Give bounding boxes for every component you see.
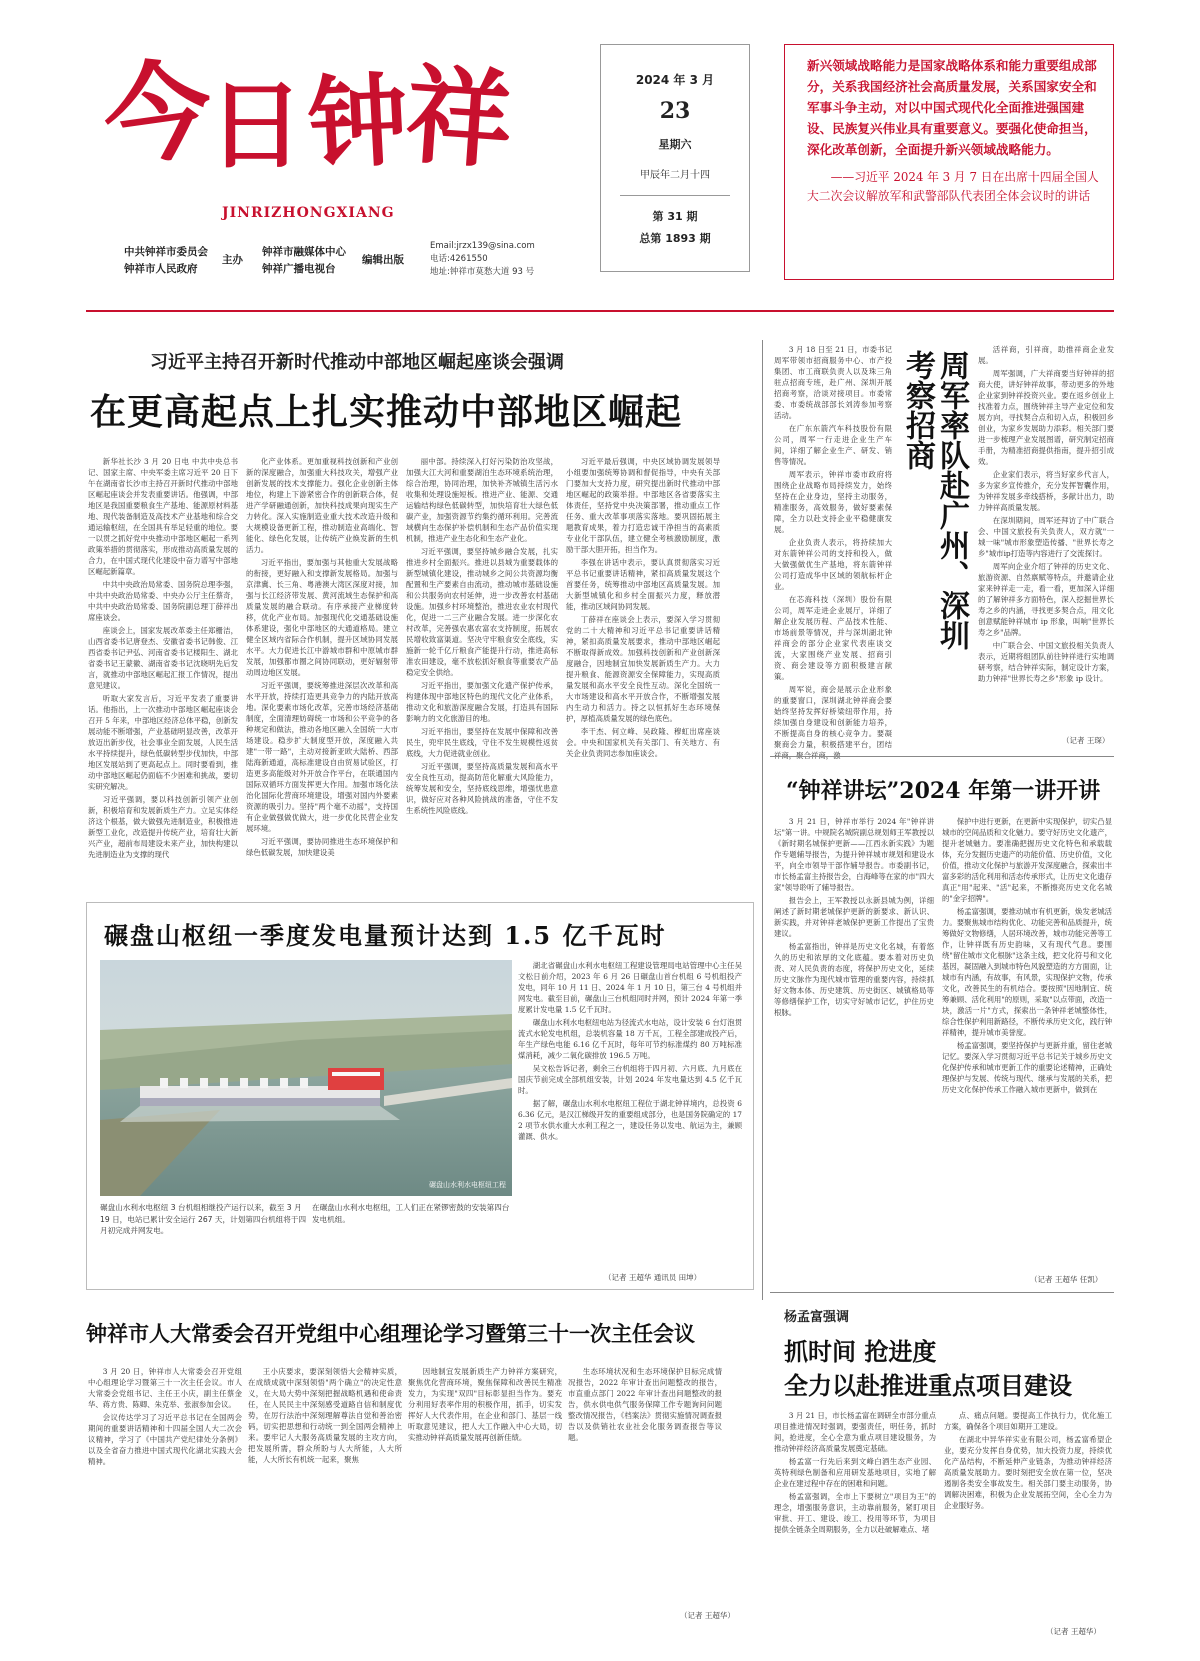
paragraph: 活祥商，引祥商，助推祥商企业发展。: [978, 345, 1114, 365]
power-title: 碾盘山枢纽一季度发电量预计达到 1.5 亿千瓦时: [104, 921, 667, 950]
publisher-org-1: 钟祥市融媒体中心: [262, 246, 346, 258]
paragraph: 习近平强调，要坚持城乡融合发展，扎实推进乡村全面振兴。推进以县城为重要载体的新型城镇化建设，推动城乡之间公共资源均衡配置和生产要素自由流动，推动城市基础设施和公共服务向农村延伸，进一步改善农村基础设施。加强乡村环境整治，推进农业农村现代化，促进一二三产业融合发展。进一步深化农村改革，完善强农惠农富农支持制度，拓展农民增收致富渠道。坚决守牢粮食安全底线，实施新一轮千亿斤粮食产能提升行动，推进高标准农田建设，毫不放松抓好粮食等重要农产品稳定安全供给。: [406, 547, 558, 677]
date-day: 23: [659, 98, 691, 124]
paragraph: 新华社长沙 3 月 20 日电 中共中央总书记、国家主席、中央军委主席习近平 20 日下午在湖南省长沙市主持召开新时代推动中部地区崛起座谈会并发表重要讲话。他强调，中部地区是我国重要粮食生产基地、能源原材料基地、现代装备制造及高技术产业基地和综合交通运输枢纽，在全国具有举足轻重的地位。要一以贯之抓好党中央推动中部地区崛起一系列政策举措的贯彻落实，形成推动高质量发展的合力，在中国式现代化建设中奋力谱写中部地区崛起新篇章。: [88, 457, 238, 576]
paragraph: 保护中进行更新，在更新中实现保护，切实凸显城市的空间品质和文化魅力。要守好历史文化遗产，提升老城魅力。要准确把握历史文化特色和承载载体，充分发掘历史遗产的功能价值、历史价值，文化价值，推动文化保护与旅游开发深度融合，探索出丰富多彩的活化利用和活态传承形式，让历史文化遗存真正"用"起来、"活"起来，不断擦亮历史文化名城的"金字招牌"。: [942, 817, 1113, 903]
paragraph: 习近平指出，要坚持在发展中保障和改善民生，兜牢民生底线，守住不发生规模性返贫底线，大力促进就业创业。: [406, 727, 558, 758]
paragraph: 3 月 21 日，钟祥市举行 2024 年"钟祥讲坛"第一讲。中规院名城院副总规划师王军教授以《新时期名城保护更新——江西永新实践》为题作专题辅导报告，为提升钟祥城市规划和建设水平，向全市领导干部作辅导报告。市委副书记，市长杨孟富主持报告会，白海峰等在家的市"四大家"领导聆听了辅导报告。: [774, 817, 934, 892]
paragraph: 习近平指出，要加强与其他重大发展战略的衔接，更好融入和支撑新发展格局。加强与京津冀、长三角、粤港澳大湾区深度对接，加强与长江经济带发展、黄河流域生态保护和高质量发展的融合联动。有序承接产业梯度转移，优化产业布局。加强现代化交通基础设施体系建设，强化中部地区的大通道格局。建立健全区域内省际合作机制，提升区域协同发展水平。大力促进长江中游城市群和中原城市群发展，加强都市圈之间协同联动，更好辐射带动周边地区发展。: [246, 558, 398, 677]
paragraph: 丽中部。持续深入打好污染防治攻坚战，加强大江大河和重要湖泊生态环境系统治理，综合治理，协同治理，加快补齐城镇生活污水收集和处理设施短板。推进产业、能源、交通运输结构绿色低碳转型，加快培育壮大绿色低碳产业，加强资源节约集约循环利用。完善流域横向生态保护补偿机制和生态产品价值实现机制，推进产业生态化和生态产业化。: [406, 457, 558, 543]
paragraph: 报告会上，王军教授以永新县城为例，详细阐述了新时期老城保护更新的新要求、新认识、新实践，并对钟祥老城保护更新工作提出了宝贵建议。: [774, 896, 934, 938]
paragraph: 企业负责人表示，将持续加大对东箭钟祥公司的支持和投入，做大做强做优生产基地，将东箭钟祥公司打造成华中区域的领航标杆企业。: [774, 538, 892, 591]
forum-title: “钟祥讲坛”2024 年第一讲开讲: [786, 778, 1101, 804]
zhou-title: [900, 350, 970, 650]
lead-col-1: [88, 456, 238, 886]
paragraph: 周军强调，广大祥商要当好钟祥的招商大使，讲好钟祥故事，带动更多的外地企业家到钟祥投资兴业。要在返乡创业上找准着力点，围绕钟祥主导产业定位和发展方向，寻找契合点和切入点，积极回乡创业，为家乡发展助力添彩。相关部门要进一步梳理产业发展图谱，研究制定招商手册，为精准招商提供指南，提升招引成效。: [978, 369, 1114, 466]
logo-char-1: 今: [95, 44, 221, 184]
quote-source: ——习近平 2024 年 3 月 7 日在出席十四届全国人大二次会议解放军和武警部队代表团全体会议时的讲话: [807, 170, 1099, 203]
right-divider-1: [770, 756, 1114, 757]
dam-photo-illustration: [100, 960, 512, 1196]
paragraph: 因地制宜发展新质生产力钟祥方案研究，聚焦优化营商环境，聚焦保障和改善民生精准发力，为实现"双四"目标彰显担当作为。要充分利用好表率作用的积极作用，抓手，切实发挥好人大代表作用，在企业和部门、基层一线听取意见建议，把人大工作融入中心大局，切实推动钟祥高质量发展再创新佳绩。: [408, 1367, 562, 1442]
paragraph: 座谈会上，国家发展改革委主任郑栅洁，山西省委书记唐登杰、安徽省委书记韩俊、江西省委书记尹弘、河南省委书记楼阳生、湖北省委书记王蒙徽、湖南省委书记沈晓明先后发言，就推动中部地区崛起汇报工作情况，提出意见建议。: [88, 626, 238, 690]
sponsor-org-2: 钟祥市人民政府: [124, 263, 198, 275]
date-lunar: 甲辰年二月十四: [640, 170, 710, 181]
yang-col-1: [774, 1410, 936, 1634]
paragraph: 习近平指出，要加强文化遗产保护传承，构建体现中部地区特色的现代文化产业体系，推动文化和旅游深度融合发展，打造具有国际影响力的文化旅游目的地。: [406, 681, 558, 723]
masthead-pinyin: JINRIZHONGXIANG: [222, 205, 395, 221]
paragraph: 周军表示，钟祥市委市政府将围绕企业战略布局持续发力，始终坚持在企业身边，坚持主动服务，精准服务，高效服务，做好要素保障，全力以赴支持企业平稳健康发展。: [774, 470, 892, 534]
paragraph: 中共中央政治局常委、国务院总理李强，中共中央政治局常委、中央办公厅主任蔡奇，中共中央政治局常委、国务院副总理丁薛祥出席座谈会。: [88, 580, 238, 622]
npc-col-1: [88, 1366, 242, 1626]
paragraph: 在芯海科技（深圳）股份有限公司，周军走进企业展厅，详细了解企业发展历程、产品技术性能、市场前景等情况，并与深圳湖北钟祥商会的部分企业家代表座谈交流，大家围绕产业发展、招商引资、商会建设等方面积极建言献策。: [774, 595, 892, 681]
contact-email: Email:jrzx139@sina.com: [430, 241, 535, 251]
zhou-title-text: 周军率队赴广州、深圳考察招商: [900, 350, 969, 650]
date-year-month: 2024 年 3 月: [635, 73, 715, 87]
forum-col-2: [942, 816, 1112, 1274]
power-body: [518, 960, 742, 1262]
lead-col-4: [566, 456, 720, 886]
paragraph: 习近平强调，要统筹推进深层次改革和高水平开放，持续打造更具竞争力的内陆开放高地。深化要素市场化改革，完善市场经济基础制度，全面清理妨碍统一市场和公平竞争的各种规定和做法，推动各地区融入全国统一大市场建设。稳步扩大制度型开放，深度融入共建"一带一路"，主动对接新亚欧大陆桥、西部陆海新通道，高标准建设自由贸易试验区，打造更多高能级对外开放合作平台，在联通国内国际双循环方面发挥更大作用。加强市场化法治化国际化营商环境建设，增强对国内外要素资源的吸引力。坚持"两个毫不动摇"，支持国有企业做强做优做大，进一步优化民营企业发展环境。: [246, 681, 398, 833]
npc-col-3: [408, 1366, 562, 1626]
npc-title: 钟祥市人大常委会召开党组中心组理论学习暨第三十一次主任会议: [86, 1322, 695, 1346]
masthead-divider: [86, 310, 1114, 312]
paragraph: 碾盘山水利水电枢纽电站为径流式水电站，设计安装 6 台灯泡贯流式水轮发电机组，总装机容量 18 万千瓦，工程全部建成投产后，年生产绿色电能 6.16 亿千瓦时，每年可节约标准煤约 80 万吨标准煤消耗，减少二氧化碳排放 196.5 万吨。: [518, 1018, 742, 1060]
yang-byline: （记者 王超华）: [1046, 1627, 1101, 1636]
paragraph: 在深圳期间，周军还拜访了中广联合会、中国文旅投有关负责人，双方就"一城一味"城市形象塑造传播、"世界长寿之乡"城市ip打造等内容进行了交流探讨。: [978, 516, 1114, 558]
masthead-logo: [95, 42, 517, 212]
paragraph: 吴文松告诉记者，剩余三台机组将于四月初、六月底、九月底在国庆节前完成全部机组安装，计划 2024 年发电量达到 4.5 亿千瓦时。: [518, 1064, 742, 1095]
power-photo: [100, 960, 512, 1196]
zhou-col-1: [774, 344, 892, 749]
photo-caption-2: 在碾盘山水利水电枢纽，工人们正在紧锣密鼓的安装第四台发电机组。: [312, 1203, 510, 1224]
paragraph: 3 月 21 日，市长杨孟富在调研全市部分重点项目推进情况时强调，要强责任，明任务，抓时间，抢进度，全心全意为重点项目建设服务，为推动钟祥经济高质量发展奠定基础。: [774, 1411, 936, 1453]
yang-kicker: 杨孟富强调: [784, 1310, 850, 1325]
power-caption-area: [312, 1202, 512, 1272]
column-divider: [762, 340, 763, 1300]
paragraph: 习近平强调，要协同推进生态环境保护和绿色低碳发展，加快建设美: [246, 837, 398, 857]
forum-byline: （记者 王超华 任凯）: [1030, 1275, 1103, 1284]
quote-text: 新兴领域战略能力是国家战略体系和能力重要组成部分，关系我国经济社会高质量发展，关系国家安全和军事斗争主动，对以中国式现代化全面推进强国建设、民族复兴伟业具有重要意义。要强化使命担当，深化改革创新，全面提升新兴领域战略能力。: [807, 58, 1097, 157]
paragraph: 丁薛祥在座谈会上表示，要深入学习贯彻党的二十大精神和习近平总书记重要讲话精神，紧扣高质量发展要求，推动中部地区崛起不断取得新成效。加强科技创新和产业创新深度融合，因地制宜加快发展新质生产力。大力提升粮食、能源资源安全保障能力，实现高质量发展和高水平安全良性互动。深化全国统一大市场建设和高水平开放合作，不断增强发展内生动力和活力。持之以恒抓好生态环境保护，厚植高质量发展的绿色底色。: [566, 615, 720, 723]
yang-title-1: 抓时间 抢进度: [784, 1337, 937, 1366]
npc-col-4: [568, 1366, 722, 1606]
paragraph: 中广联合会、中国文旅投相关负责人表示，近期将组团队前往钟祥进行实地调研考察，结合钟祥实际，制定设计方案，助力钟祥"世界长寿之乡"形象 ip 设计。: [978, 641, 1114, 683]
paragraph: 杨孟富强调，全市上下要树立"项目为王"的理念，增强服务意识，主动靠前服务，紧盯项目审批、开工、建设、竣工、投用等环节，为项目提供全链条全周期服务，全力以赴破解难点、堵: [774, 1492, 936, 1534]
npc-col-2: [248, 1366, 402, 1626]
lead-title: 在更高起点上扎实推动中部地区崛起: [90, 392, 683, 433]
contact-address: 地址:钟祥市莫愁大道 93 号: [430, 267, 535, 277]
photo-watermark: 碾盘山水利水电枢纽工程: [429, 1181, 506, 1189]
paragraph: 周军向企业介绍了钟祥的历史文化、旅游资源、自然禀赋等特点，并邀请企业家来钟祥走一走，看一看，更加深入详细的了解钟祥多方面特色，深入挖掘世界长寿之乡的内涵，寻找更多契合点，用文化创意赋能钟祥城市 ip 形象，叫响"世界长寿之乡"品牌。: [978, 562, 1114, 637]
paragraph: 听取大家发言后，习近平发表了重要讲话。他指出，上一次推动中部地区崛起座谈会召开 5 年来，中部地区经济总体平稳，创新发展动能不断增强，产业基础明显改善，改革开放迈出新步伐，社会事业全面发展，人民生活水平持续提升，绿色低碳转型步伐加快，中部地区发展站到了更高起点上。同时要看到，推动中部地区崛起仍面临不少困难和挑战，要切实研究解决。: [88, 694, 238, 791]
paragraph: 3 月 18 日至 21 日，市委书记周军带领市招商服务中心、市产投集团、市工商联负责人以及珠三角驻点招商专班，赴广州、深圳开展招商考察，洽谈对接项目。市委常委、市委统战部部长刘涛参加考察活动。: [774, 345, 892, 420]
total-issue-number: 总第 1893 期: [639, 232, 711, 245]
date-weekday: 星期六: [658, 138, 692, 151]
issue-number: 第 31 期: [652, 210, 698, 223]
lead-col-3: [406, 456, 558, 886]
contact-phone: 电话:4261550: [430, 254, 488, 264]
paragraph: 杨孟富强调，要坚持保护与更新并重，留住老城记忆。要深入学习贯彻习近平总书记关于城乡历史文化保护传承和城市更新工作的重要论述精神，正确处理保护与发展、传统与现代、继承与发展的关系，把历史文化保护传承工作融入城市更新中，做到在: [942, 1041, 1113, 1094]
paragraph: 习近平最后强调，中央区域协调发展领导小组要加强统筹协调和督促指导，中央有关部门要加大支持力度，研究提出新时代推动中部地区崛起的政策举措。中部地区各省要落实主体责任，坚持党中央决策部署，推动重点工作任务、重大改革事项落实落地。要巩固拓展主题教育成果，着力打造忠诚干净担当的高素质专业化干部队伍，建立健全考核激励制度，激励干部大胆开拓，担当作为。: [566, 457, 720, 554]
date-box: [600, 44, 750, 272]
zhou-col-2: [978, 344, 1114, 746]
lead-col-2: [246, 456, 398, 886]
paragraph: 企业家们表示，将当好家乡代言人，多为家乡宣传推介，充分发挥智囊作用，为钟祥发展多牵线搭桥，多献计出力，助力钟祥高质量发展。: [978, 470, 1114, 512]
paragraph: 王小庆要求，要深刻领悟大会精神实质，在成绩成就中深刻领悟"两个确立"的决定性意义，在大局大势中深刻把握战略机遇和使命责任，在人民民主中深刻感受道路自信和制度优势，在厉行法治中深刻理解尊法自觉和善治密码，切实把思想和行动统一到全国两会精神上来。要牢记人大服务高质量发展的主攻方向，把发展所需，群众所盼与人大所能，人大所能，人大所长有机统一起来，聚焦: [248, 1367, 402, 1464]
paragraph: 杨孟富指出，钟祥是历史文化名城，有着悠久的历史和浓厚的文化底蕴。要本着对历史负责、对人民负责的态度，将保护历史文化，延续历史文脉作为现代城市管理的重要内容，持续抓好文物本体、历史建筑、历史街区、城镇格局等等修缮保护工作，切实守好城市记忆，护住历史根脉。: [774, 942, 934, 1017]
edit-label: 编辑出版: [362, 254, 404, 266]
power-byline: （记者 王超华 通讯员 田坤）: [604, 1273, 702, 1282]
logo-char-4: 祥: [401, 51, 517, 184]
paragraph: 习近平强调，要坚持高质量发展和高水平安全良性互动，提高防范化解重大风险能力，统筹发展和安全，坚持底线思维，增强忧患意识，做好应对各种风险挑战的准备，守住不发生系统性风险底线。: [406, 762, 558, 815]
paragraph: 习近平强调，要以科技创新引领产业创新，积极培育和发展新质生产力。立足实体经济这个根基，做大做强先进制造业，积极推进新型工业化，改造提升传统产业，培育壮大新兴产业，超前布局建设未来产业，加快构建以先进制造业为支撑的现代: [88, 795, 238, 859]
photo-caption-1: 碾盘山水利水电枢纽 3 台机组相继投产运行以来，截至 3 月 19 日，电站已累计安全运行 267 天，计划第四台机组将于四月初完成并网发电。: [100, 1203, 307, 1235]
paragraph: 周军说，商会是展示企业形象的重要窗口，深圳湖北钟祥商会要始终坚持发挥好桥梁纽带作用，持续加强自身建设和创新能力培养，不断提高自身的核心竞争力。要凝聚商会力量，积极搭建平台，团结: [774, 685, 892, 749]
paragraph: 生态环境状况和生态环境保护目标完成情况报告，2022 年审计查出问题整改的报告，市直重点部门 2022 年审计查出问题整改的报告，供水供电供气服务保障工作专题询问问题整改情况报告，《档案法》贯彻实施情况调查报告以及供销社农业社会化服务调查报告等议题。: [568, 1367, 722, 1442]
paragraph: 点、痛点问题。要提高工作执行力，优化施工方案，确保各个项目如期开工建设。: [944, 1411, 1112, 1431]
yang-col-2: [944, 1410, 1112, 1624]
paragraph: 据了解，碾盘山水利水电枢纽工程位于湖北钟祥境内，总投资 66.36 亿元，是汉江梯级开发的重要组成部分，也是国务院确定的 172 项节水供水重大水利工程之一，建设任务以发电、航运为主，兼顾灌溉、供水。: [518, 1099, 742, 1141]
paragraph: 化产业体系。更加重视科技创新和产业创新的深度融合，加强重大科技攻关，增强产业创新发展的技术支撑能力。强化企业创新主体地位，构建上下游紧密合作的创新联合体，促进产学研融通创新，加快科技成果向现实生产力转化。深入实施制造业重大技术改造升级和大规模设备更新工程，推动制造业高端化、智能化、绿色化发展，让传统产业焕发新的生机活力。: [246, 457, 398, 554]
zhou-byline: （记者 王琛）: [1062, 736, 1110, 745]
sponsor-label: 主办: [222, 254, 243, 266]
paragraph: 在广东东箭汽车科技股份有限公司，周军一行走进企业生产车间，详细了解企业生产、研发、销售等情况。: [774, 424, 892, 466]
quote-box: [784, 44, 1114, 280]
paragraph: 杨孟富一行先后来到文峰白酒生态产业园、英特利绿色制备和应用研发基地项目，实地了解企业在建过程中存在的困难和问题。: [774, 1457, 936, 1488]
yang-title-2: 全力以赴推进重点项目建设: [784, 1371, 1072, 1400]
paragraph: 李干杰、何立峰、吴政隆、穆虹出席座谈会。中央和国家机关有关部门、有关地方、有关企业负责同志参加座谈会。: [566, 727, 720, 758]
paragraph: 杨孟富强调，要推动城市有机更新，焕发老城活力。要聚焦城市结构优化、功能完善和品质提升，统筹做好文物修缮，人居环境改善，城市功能完善等工作，让钟祥既有历史韵味，又有现代气息。要围绕"留住城市文化根脉"这条主线，把文化符号和文化基因，凝固融入到城市特色风貌塑造的方方面面，让城市有内涵，有故事，有风景，实现保护文物，传承文化，改善民生的有机结合。要按照"因地制宜、统筹兼顾、活化利用"的原则，采取"以点带面，改造一块，激活一片"方式，探索出一条钟祥老城整体性，综合性保护利用新路径，不断传承历史文化，践行钟祥精神，提升城市美誉度。: [942, 907, 1113, 1037]
paragraph: 李强在讲话中表示，要认真贯彻落实习近平总书记重要讲话精神，紧扣高质量发展这个首要任务，统筹推动中部地区高质量发展。加大新型城镇化和乡村全面振兴力度，释放潜能，推动区域间协同发展。: [566, 558, 720, 611]
paragraph: 3 月 20 日，钟祥市人大常委会召开党组中心组理论学习暨第三十一次主任会议。市人大常委会党组书记、主任王小庆，副主任蔡金华、蒋方贵、陈卿、朱克举、张淑参加会议。: [88, 1367, 242, 1409]
forum-col-1: [774, 816, 934, 1274]
logo-char-2: 日: [208, 69, 304, 182]
paragraph: 会议传达学习了习近平总书记在全国两会期间的重要讲话精神和十四届全国人大二次会议精神，学习了《中国共产党纪律处分条例》以及全省奋力推进中国式现代化湖北实践大会精神。: [88, 1413, 242, 1466]
publisher-org-2: 钟祥广播电视台: [262, 263, 336, 275]
npc-byline: （记者 王超华）: [680, 1611, 735, 1620]
paragraph: 湖北省碾盘山水利水电枢纽工程建设管理局电站管理中心主任吴文松日前介绍，2023 年 6 月 26 日碾盘山首台机组 6 号机组投产发电，同年 10 月 11 日、2024 年 1 月 10 日，第三台 4 号机组并网发电。截至目前，碾盘山三台机组同时并网，预计 2024 年第一季度累计发电量 1.5 亿千瓦时。: [518, 961, 742, 1014]
paragraph: 在湖北中异华祥实业有限公司，杨孟富希望企业，要充分发挥自身优势，加大投资力度，持续优化产品结构，不断延伸产业链条，为推动钟祥经济高质量发展助力。要时刻把安全放在第一位，坚决遏制各类安全事故发生。相关部门要主动服务，协调解决困难，积极为企业发展拓空间，全心全力为企业服好务。: [944, 1435, 1112, 1510]
lead-subtitle: 习近平主持召开新时代推动中部地区崛起座谈会强调: [150, 352, 564, 373]
logo-char-3: 钟: [304, 60, 412, 184]
right-divider-2: [770, 1292, 1114, 1293]
sponsor-org-1: 中共钟祥市委员会: [124, 246, 208, 258]
